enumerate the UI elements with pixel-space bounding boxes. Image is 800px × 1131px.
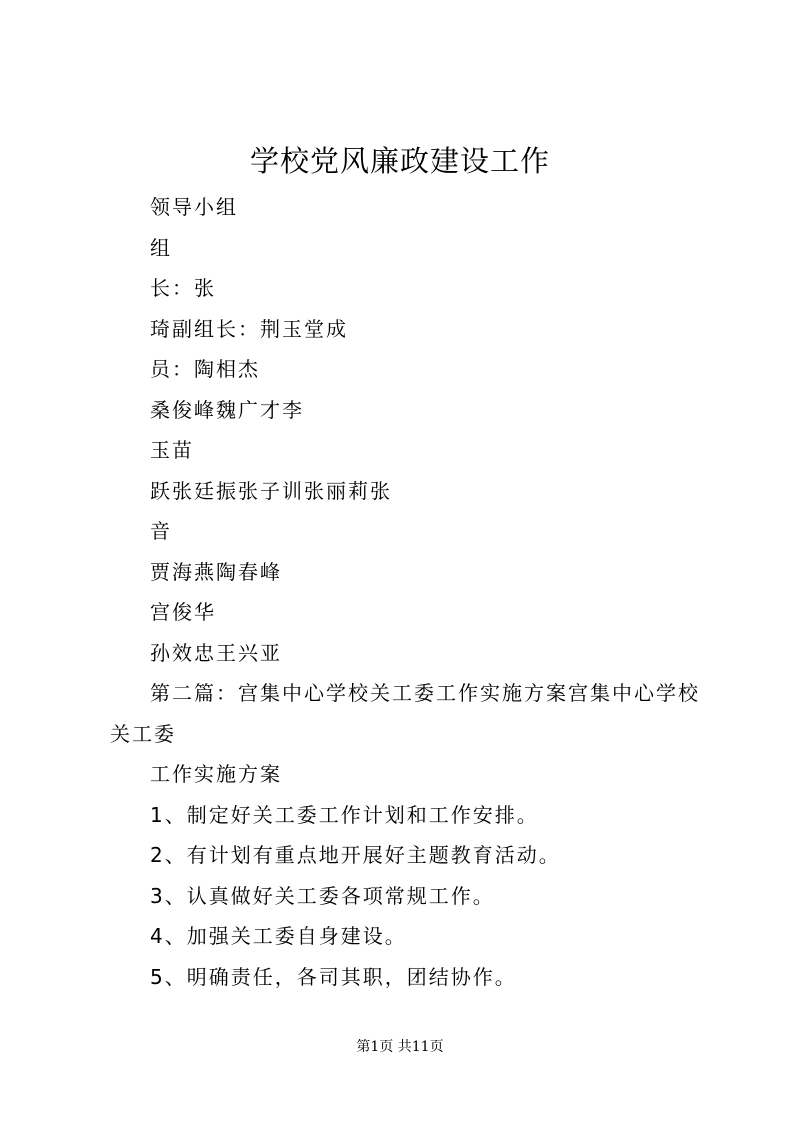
paragraph: 长：张 — [150, 276, 216, 300]
paragraph: 领导小组 — [150, 195, 238, 219]
paragraph: 玉苗 — [150, 438, 194, 462]
paragraph: 宫俊华 — [150, 600, 216, 624]
paragraph: 工作实施方案 — [150, 762, 282, 786]
document-title: 学校党风廉政建设工作 — [249, 144, 550, 178]
page-footer: 第1页 共11页 — [356, 1039, 444, 1055]
paragraph: 第二篇：宫集中心学校关工委工作实施方案宫集中心学校关工委 — [110, 681, 700, 746]
paragraph: 5、明确责任，各司其职，团结协作。 — [150, 964, 517, 989]
paragraph: 4、加强关工委自身建设。 — [150, 924, 407, 948]
paragraph: 员：陶相杰 — [150, 357, 260, 381]
paragraph: 音 — [150, 519, 172, 543]
paragraph: 贾海燕陶春峰 — [150, 559, 282, 584]
paragraph: 跃张廷振张子训张丽莉张 — [150, 478, 392, 503]
paragraph: 孙效忠王兴亚 — [150, 640, 282, 665]
paragraph: 3、认真做好关工委各项常规工作。 — [150, 883, 495, 908]
paragraph: 桑俊峰魏广才李 — [150, 397, 304, 422]
paragraph: 琦副组长：荆玉堂成 — [150, 316, 348, 341]
paragraph: 2、有计划有重点地开展好主题教育活动。 — [150, 843, 561, 867]
document-body — [110, 187, 710, 997]
paragraph: 1、制定好关工委工作计划和工作安排。 — [150, 802, 539, 827]
paragraph: 组 — [150, 235, 172, 260]
